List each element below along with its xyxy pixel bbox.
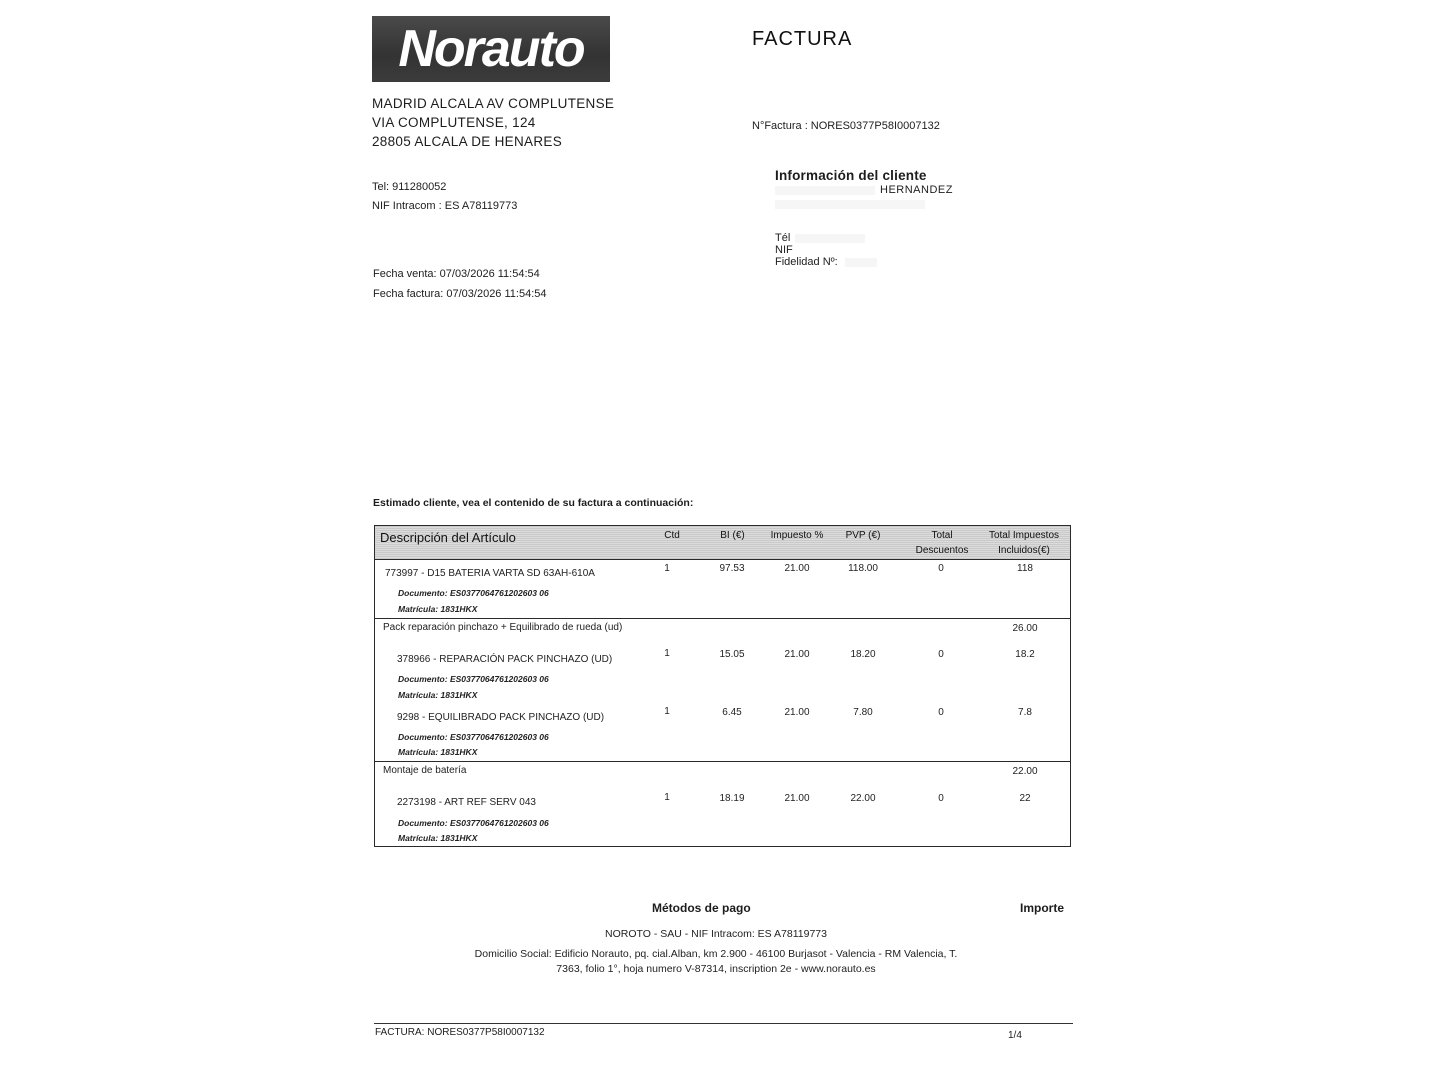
- redacted-address: [775, 200, 925, 209]
- row-separator: [375, 761, 1070, 762]
- item-bi: 97.53: [719, 563, 745, 574]
- fecha-venta: Fecha venta: 07/03/2026 11:54:54: [373, 268, 540, 280]
- item-descuento: 0: [938, 649, 944, 660]
- item-description: 2273198 - ART REF SERV 043: [397, 797, 536, 808]
- redacted-tel: [795, 234, 865, 243]
- item-impuesto: 21.00: [784, 649, 810, 660]
- intro-text: Estimado cliente, vea el contenido de su factura a continuación:: [373, 497, 694, 509]
- client-info-title: Información del cliente: [775, 168, 927, 183]
- fecha-factura: Fecha factura: 07/03/2026 11:54:54: [373, 288, 547, 300]
- item-total: 7.8: [1018, 707, 1032, 718]
- legal-company: NOROTO - SAU - NIF Intracom: ES A78119773: [605, 928, 827, 940]
- item-pvp: 22.00: [850, 793, 876, 804]
- item-pvp: 7.80: [853, 707, 873, 718]
- item-bi: 6.45: [722, 707, 742, 718]
- client-name-partial: HERNANDEZ: [880, 184, 953, 196]
- header-ctd: Ctd: [664, 530, 680, 541]
- logo-text: Norauto: [398, 20, 584, 78]
- item-pvp: 18.20: [850, 649, 876, 660]
- invoice-table: [374, 525, 1071, 847]
- document-title: FACTURA: [752, 28, 853, 50]
- item-matricula: Matrícula: 1831HKX: [398, 604, 478, 614]
- invoice-number: N°Factura : NORES0377P58I0007132: [752, 120, 940, 132]
- item-total: 118: [1017, 563, 1033, 574]
- item-descuento: 0: [938, 563, 944, 574]
- pack-label: Pack reparación pinchazo + Equilibrado de rueda (ud): [383, 622, 623, 633]
- item-ctd: 1: [664, 648, 670, 659]
- item-impuesto: 21.00: [784, 793, 810, 804]
- header-description: Descripción del Artículo: [380, 530, 516, 545]
- header-pvp: PVP (€): [845, 530, 881, 541]
- table-header: [375, 526, 1070, 560]
- footer-invoice: FACTURA: NORES0377P58I0007132: [375, 1027, 545, 1038]
- item-impuesto: 21.00: [784, 707, 810, 718]
- item-bi: 18.19: [719, 793, 745, 804]
- header-total: Total Impuestos Incluidos(€): [988, 530, 1060, 556]
- row-separator: [375, 618, 1070, 619]
- item-impuesto: 21.00: [784, 563, 810, 574]
- item-documento: Documento: ES0377064761202603 06: [398, 818, 549, 828]
- client-tel-label: Tél: [775, 232, 791, 244]
- store-city: 28805 ALCALA DE HENARES: [372, 134, 563, 149]
- header-descuentos: Total Descuentos: [915, 530, 969, 556]
- header-impuesto: Impuesto %: [770, 530, 824, 541]
- payment-methods-title: Métodos de pago: [652, 901, 751, 915]
- item-documento: Documento: ES0377064761202603 06: [398, 732, 549, 742]
- client-nif-label: NIF: [775, 244, 793, 256]
- legal-registry: 7363, folio 1°, hoja numero V-87314, inscription 2e - www.norauto.es: [556, 963, 876, 975]
- item-ctd: 1: [664, 792, 670, 803]
- legal-address: Domicilio Social: Edificio Norauto, pq. cial.Alban, km 2.900 - 46100 Burjasot - Valencia - RM Valencia, T.: [474, 948, 958, 960]
- item-bi: 15.05: [719, 649, 745, 660]
- item-matricula: Matrícula: 1831HKX: [398, 833, 478, 843]
- store-nif: NIF Intracom : ES A78119773: [372, 200, 518, 212]
- item-total: 22: [1019, 793, 1031, 804]
- item-ctd: 1: [664, 706, 670, 717]
- item-descuento: 0: [938, 707, 944, 718]
- pack-total: 26.00: [1012, 623, 1038, 634]
- client-fidelidad-label: Fidelidad Nº:: [775, 256, 838, 268]
- header-bi: BI (€): [720, 530, 745, 541]
- montaje-total: 22.00: [1012, 766, 1038, 777]
- store-street: VIA COMPLUTENSE, 124: [372, 115, 536, 130]
- redacted-fidelidad: [845, 258, 877, 267]
- item-matricula: Matrícula: 1831HKX: [398, 690, 478, 700]
- footer-page-number: 1/4: [1008, 1030, 1022, 1041]
- montaje-label: Montaje de batería: [383, 765, 467, 776]
- item-total: 18.2: [1015, 649, 1035, 660]
- item-descuento: 0: [938, 793, 944, 804]
- store-name: MADRID ALCALA AV COMPLUTENSE: [372, 96, 615, 111]
- footer-divider: [374, 1023, 1073, 1024]
- payment-amount-label: Importe: [1020, 901, 1065, 915]
- redacted-name: [775, 186, 875, 195]
- item-matricula: Matrícula: 1831HKX: [398, 747, 478, 757]
- norauto-logo: [372, 16, 610, 82]
- item-documento: Documento: ES0377064761202603 06: [398, 588, 549, 598]
- item-description: 773997 - D15 BATERIA VARTA SD 63AH-610A: [385, 568, 595, 579]
- item-documento: Documento: ES0377064761202603 06: [398, 674, 549, 684]
- item-pvp: 118.00: [848, 563, 878, 574]
- item-description: 378966 - REPARACIÓN PACK PINCHAZO (UD): [397, 654, 613, 665]
- item-ctd: 1: [664, 563, 670, 574]
- item-description: 9298 - EQUILIBRADO PACK PINCHAZO (UD): [397, 712, 605, 723]
- store-tel: Tel: 911280052: [372, 181, 447, 193]
